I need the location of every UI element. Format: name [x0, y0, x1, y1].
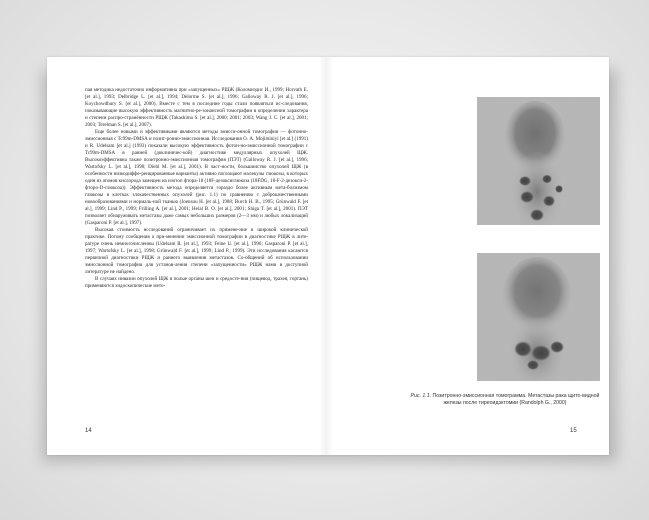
paragraph: пая методика недостаточно информативна при «запущенных» РЩЖ (Коломиэдис И., 1999; Horvath E. [et al.], 1993; Delbridge L. [et al.], 1994; Delorme S. [et al.], 1996; Galloway R. J. [et al.], 1996; Koychowdhury S. [et al.], 2000). Вместе с тем в последние годы стали появляться ис-следования, показывающие высокую эффективность магнитно-ре-зонансной томографии в определении характера и степени распро-странённости РЩЖ (Takashima S. [et al.], 2000; 2001; 2003; Wang J. C. [et al.], 2001; 2003; Terelman S. [et al.], 2007). [85, 87, 308, 129]
paragraph: В случаях инвазии опухолей ЩЖ в полые органы шеи и средосте-ния (пищевод, трахея, гортань) применяются эндоскопические мето- [85, 276, 308, 290]
book-spread [47, 57, 609, 455]
figure-caption-label: Рис. 1.1. [410, 393, 432, 399]
left-page-number: 14 [85, 428, 92, 434]
pet-scan-image-top [477, 97, 600, 225]
figure-caption-text: Позитронно-эмиссионная томограмма. Метастазы рака щито-видной железы после тиреоидэктомии (Randolph G., 2000) [432, 393, 600, 406]
paragraph: Еще более новыми и эффективными являются методы эмисси-онной томографии — фотонно-эмиссионная с Tc99m-DMSA и позит-ронно-эмиссионная. Исследования О. А. Mojiminiyi [et al.] (1991) и R. Udelsam [et al.] (1993) показали высокую эффективность фотон-но-эмиссионной томографии с Tc99m-DMSA в ранней (доклиничес-кой) диагностике медуллярных опухолей ЩЖ. Высокоэффективна также позитронно-эмиссионная томография (ПЭТ) (Galloway R. J. [et al.], 1996; Wartofsky L. [et al.], 1998; Diehl M. [et al.], 2001). В част-ности, большинство опухолей ЩЖ (в особенности низкодиффе-ренцированные варианты) активно поглощают молекулы глюкозы, в которых один из атомов кислорода замещен на изотоп фтора-18 (18F-дезоксиглюкоза (18FDG, 18-F-2-дезокси-2-фторо-D-глюкоза)). Эффективность метода определяется гораздо более активным мета-болизмом глюкозы в клетках злокачественных опухолей (рис. 1.1) по сравнению с доброкачественными новообразованиями и нормаль-ной тканью (Joensuu H. [et al.], 1988; Burch H. B., 1995; Grünwald F. [et al.], 1999; Lind P., 1999; Frilling A. [et al.], 2001; Helal B. O. [et al.], 2001; Shiga T. [et al.], 2001). ПЭТ позволяет обнаруживать метастазы даже самых небольших размеров (2—3 мм) и любых локализаций (Gasparoni P. [et al.], 1997). [85, 129, 308, 227]
left-page-body [85, 87, 308, 451]
right-page-number: 15 [570, 428, 577, 434]
pet-scan-image-bottom [477, 253, 600, 381]
book-gutter [319, 57, 333, 455]
figure-caption [407, 393, 603, 407]
paragraph: Высокая стоимость исследований ограничивает их примене-ние в широкой клинической практике. Потому сообщения о при-менении эмиссионной томографии в диагностике РЩЖ в лите-ратуре очень немногочисленны (Udelsam R. [et al.], 1993; Feine U. [et al.], 1996; Gasparoni P. [et al.], 1997; Wartofsky L. [et al.], 1998; Grünwald F. [et al.], 1999; Lind P., 1999). Эти исследования касаются первичной диагностики РЩЖ и раннего выявления метастазов. Со-общений об использовании эмиссионной томографии для установ-ления степени «запущенности» РЩЖ нами в доступной литературе не найдено. [85, 227, 308, 276]
